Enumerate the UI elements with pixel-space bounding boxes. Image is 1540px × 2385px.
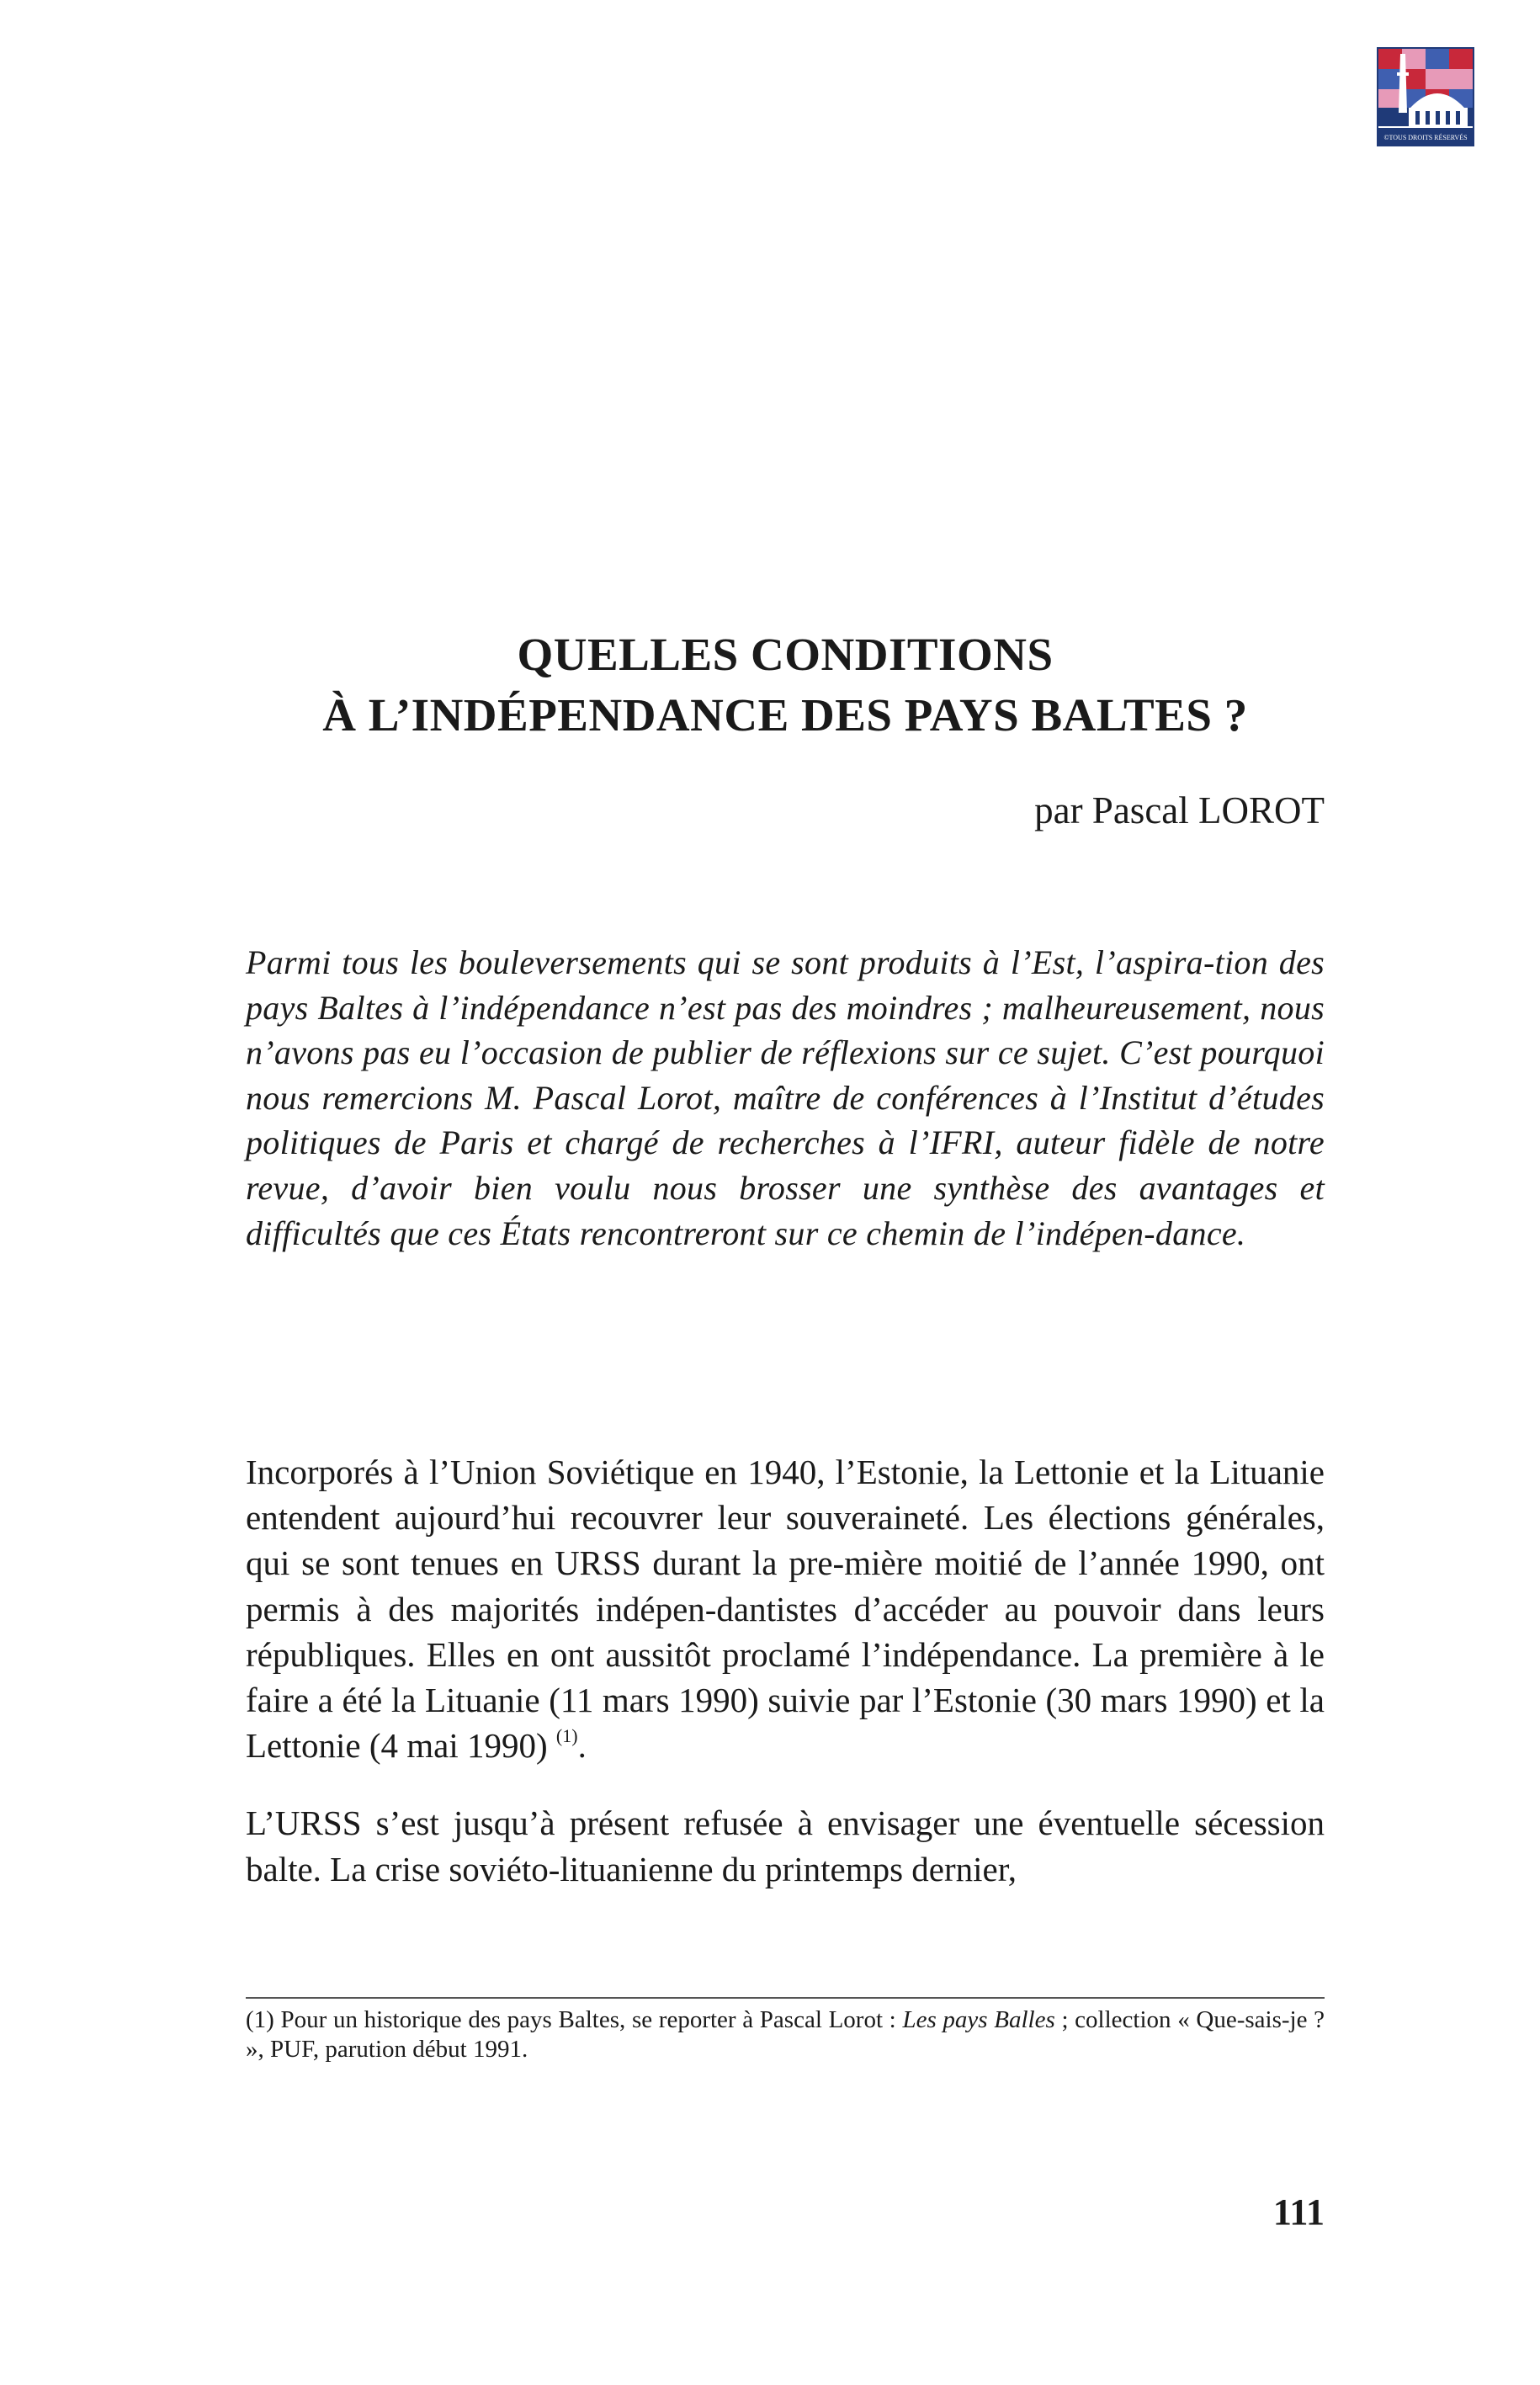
footnote-marker: (1) — [246, 2006, 274, 2033]
body-paragraph-1-text: Incorporés à l’Union Soviétique en 1940, l’Estonie, la Lettonie et la Lituanie entendent aujourd’hui recouvrer leur souveraineté. Les élections générales, qui se sont tenues en URSS durant la pre-mière moitié de l’année 1990, ont permis à des majorités indépen-dantistes d’accéder au pouvoir dans leurs républiques. Elles en ont aussitôt proclamé l’indépendance. La première à le faire a été la Lituanie (11 mars 1990) suivie par l’Estonie (30 mars 1990) et la Lettonie (4 mai 1990) — [246, 1453, 1325, 1766]
publisher-seal-icon — [1377, 47, 1474, 146]
author-byline: par Pascal LOROT — [1034, 789, 1325, 831]
title-line-2: À L’INDÉPENDANCE DES PAYS BALTES ? — [322, 689, 1248, 741]
footnote-text-before: Pour un historique des pays Baltes, se reporter à Pascal Lorot : — [280, 2006, 896, 2033]
body-paragraph-2: L’URSS s’est jusqu’à présent refusée à envisager une éventuelle sécession balte. La crise soviéto-lituanienne du printemps dernier, — [246, 1803, 1325, 1888]
body-paragraph-1 — [246, 1449, 1325, 1768]
editorial-introduction — [246, 940, 1325, 1256]
footnote-reference: (1) — [555, 1725, 578, 1747]
body-paragraph-1-end: . — [577, 1726, 587, 1766]
title-line-1: QUELLES CONDITIONS — [517, 629, 1054, 680]
article-body — [246, 1449, 1325, 1924]
intro-paragraph: Parmi tous les bouleversements qui se sont produits à l’Est, l’aspira-tion des pays Baltes à l’indépendance n’est pas des moindres ; malheureusement, nous n’avons pas eu l’occasion de publier de réflexions sur ce sujet. C’est pourquoi nous remercions M. Pascal Lorot, maître de conférences à l’Institut d’études politiques de Paris et chargé de recherches à l’IFRI, auteur fidèle de notre revue, d’avoir bien voulu nous brosser une synthèse des avantages et difficultés que ces États rencontreront sur ce chemin de l’indépen-dance. — [246, 943, 1325, 1252]
article-title — [246, 624, 1325, 746]
footnote-text-after: ; collection « Que-sais-je ? », PUF, parution début 1991. — [246, 2006, 1325, 2063]
footnote — [246, 2005, 1325, 2064]
logo-caption: ©TOUS DROITS RÉSERVÉS — [1383, 134, 1468, 141]
footnote-book-title: Les pays Balles — [902, 2006, 1055, 2033]
footnote-divider — [246, 1997, 1325, 1999]
publisher-logo — [1377, 47, 1474, 146]
footnote-text — [246, 2005, 1325, 2064]
page-number: 111 — [1272, 2191, 1325, 2233]
